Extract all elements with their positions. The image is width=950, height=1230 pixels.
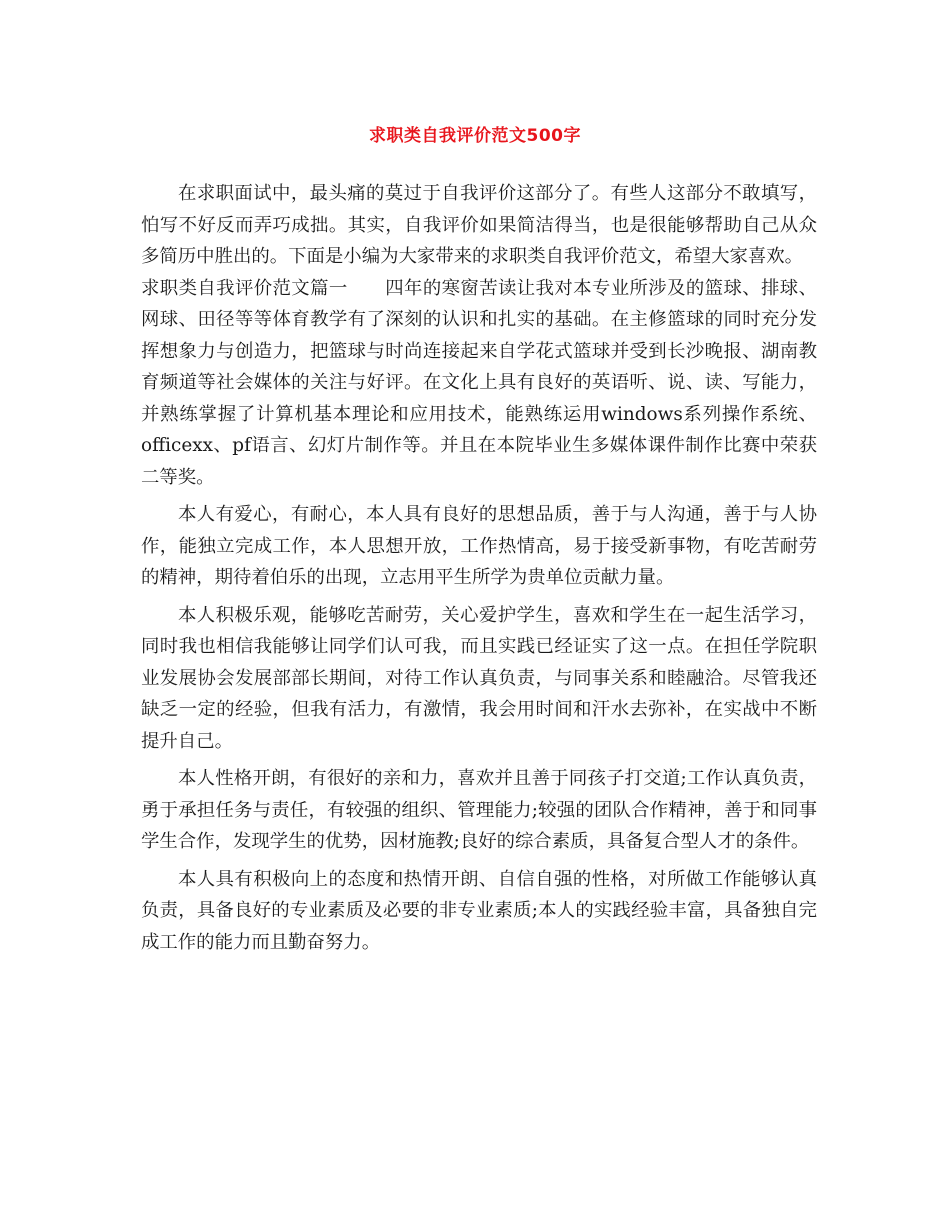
document-title: 求职类自我评价范文500字 xyxy=(369,126,581,146)
paragraph-sample-one: 求职类自我评价范文篇一 四年的寒窗苦读让我对本专业所涉及的篮球、排球、网球、田径等等体育教学有了深刻的认识和扎实的基础。在主修篮球的同时充分发挥想象力与创造力，把篮球与时尚连接起来自学花式篮球并受到长沙晚报、湖南教育频道等社会媒体的关注与好评。在文化上具有良好的英语听、说、读、写能力，并熟练掌握了计算机基本理论和应用技术，能熟练运用windows系列操作系统、officexx、pf语言、幻灯片制作等。并且在本院毕业生多媒体课件制作比赛中荣获二等奖。 xyxy=(141,277,817,488)
paragraph-intro: 在求职面试中，最头痛的莫过于自我评价这部分了。有些人这部分不敢填写，怕写不好反而弄巧成拙。其实，自我评价如果简洁得当，也是很能够帮助自己从众多简历中胜出的。下面是小编为大家带来的求职类自我评价范文，希望大家喜欢。 xyxy=(141,183,817,267)
paragraph-attitude: 本人具有积极向上的态度和热情开朗、自信自强的性格，对所做工作能够认真负责，具备良好的专业素质及必要的非专业素质;本人的实践经验丰富，具备独自完成工作的能力而且勤奋努力。 xyxy=(141,868,817,953)
paragraph-optimistic: 本人积极乐观，能够吃苦耐劳，关心爱护学生，喜欢和学生在一起生活学习，同时我也相信我能够让同学们认可我，而且实践已经证实了这一点。在担任学院职业发展协会发展部部长期间，对待工作认真负责，与同事关系和睦融洽。尽管我还缺乏一定的经验，但我有活力，有激情，我会用时间和汗水去弥补，在实战中不断提升自己。 xyxy=(141,604,817,752)
document-body xyxy=(141,178,817,958)
paragraph-personality: 本人性格开朗，有很好的亲和力，喜欢并且善于同孩子打交道;工作认真负责，勇于承担任务与责任，有较强的组织、管理能力;较强的团队合作精神，善于和同事学生合作，发现学生的优势，因材施教;良好的综合素质，具备复合型人才的条件。 xyxy=(141,768,817,852)
paragraph-caring: 本人有爱心，有耐心，本人具有良好的思想品质，善于与人沟通，善于与人协作，能独立完成工作，本人思想开放，工作热情高，易于接受新事物，有吃苦耐劳的精神，期待着伯乐的出现，立志用平生所学为贵单位贡献力量。 xyxy=(141,504,817,588)
